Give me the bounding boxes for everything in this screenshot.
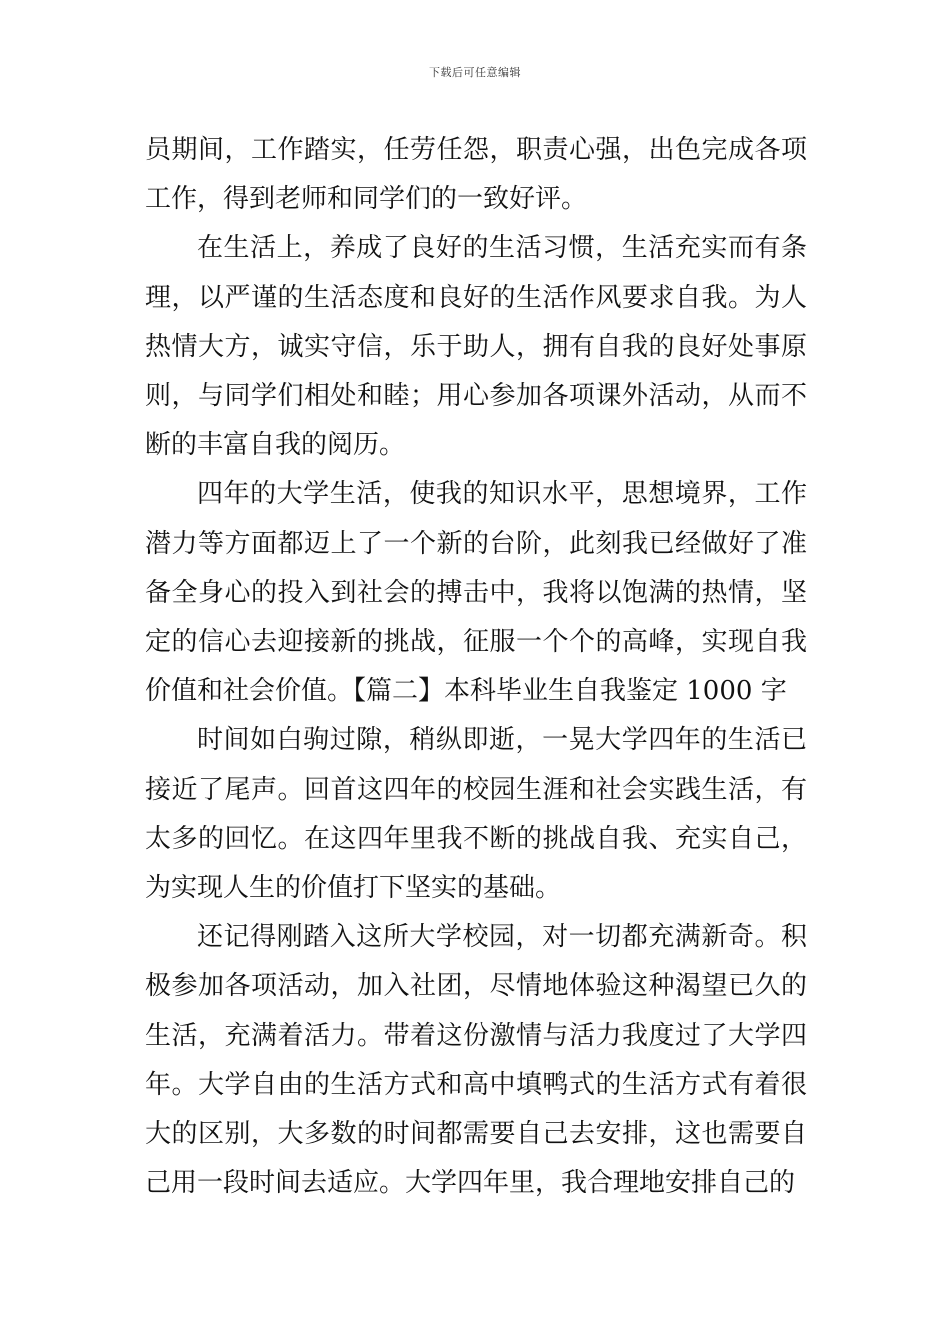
page-header-note: 下载后可任意编辑 <box>429 66 521 79</box>
paragraph-1: 员期间，工作踏实，任劳任怨，职责心强，出色完成各项工作，得到老师和同学们的一致好评。 <box>145 135 807 215</box>
paragraph-4: 时间如白驹过隙，稍纵即逝，一晃大学四年的生活已接近了尾声。回首这四年的校园生涯和社会实践生活，有太多的回忆。在这四年里我不断的挑战自我、充实自己，为实现人生的价值打下坚实的基础。 <box>145 725 807 904</box>
document-body <box>145 126 807 1208</box>
paragraph-3: 四年的大学生活，使我的知识水平，思想境界，工作潜力等方面都迈上了一个新的台阶，此刻我已经做好了准备全身心的投入到社会的搏击中，我将以饱满的热情，坚定的信心去迎接新的挑战，征服一个个的高峰，实现自我价值和社会价值。【篇二】本科毕业生自我鉴定 1000 字 <box>145 479 807 707</box>
paragraph-2: 在生活上，养成了良好的生活习惯，生活充实而有条理，以严谨的生活态度和良好的生活作风要求自我。为人热情大方，诚实守信，乐于助人，拥有自我的良好处事原则，与同学们相处和睦；用心参加各项课外活动，从而不断的丰富自我的阅历。 <box>145 233 807 461</box>
paragraph-5: 还记得刚踏入这所大学校园，对一切都充满新奇。积极参加各项活动，加入社团，尽情地体验这种渴望已久的生活，充满着活力。带着这份激情与活力我度过了大学四年。大学自由的生活方式和高中填鸭式的生活方式有着很大的区别，大多数的时间都需要自己去安排，这也需要自己用一段时间去适应。大学四年里，我合理地安排自己的 <box>145 922 807 1199</box>
